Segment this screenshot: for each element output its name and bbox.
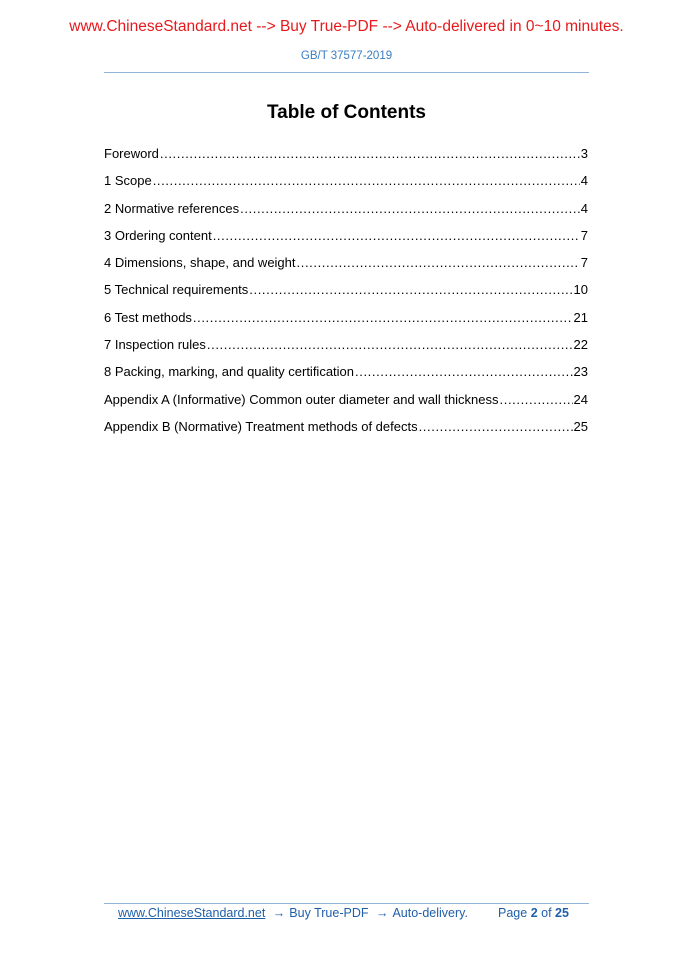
toc-list [104,145,588,445]
toc-entry-label: 4 Dimensions, shape, and weight [104,255,296,271]
toc-title: Table of Contents [266,102,427,123]
toc-entry-page: 7 [580,227,588,243]
toc-dot-leader [240,200,580,218]
toc-entry-label: 5 Technical requirements [104,282,249,298]
toc-entry-page: 7 [580,255,588,271]
toc-entry-inspection-rules[interactable] [104,336,588,363]
toc-dot-leader [297,254,580,272]
toc-dot-leader [213,227,580,245]
toc-entry-scope[interactable] [104,172,588,199]
toc-dot-leader [207,336,573,354]
toc-entry-appendix-a[interactable] [104,391,588,418]
toc-entry-label: Appendix B (Normative) Treatment methods of defects [104,418,418,434]
page-number [498,906,569,920]
toc-entry-page: 23 [573,364,588,380]
page-footer [118,906,584,920]
toc-entry-label: 8 Packing, marking, and quality certification [104,364,355,380]
toc-entry-label: 2 Normative references [104,200,240,216]
toc-dot-leader [419,418,573,436]
toc-entry-normative-references[interactable] [104,200,588,227]
toc-entry-label: 3 Ordering content [104,227,212,243]
toc-dot-leader [500,391,573,409]
header-divider [104,72,589,73]
toc-entry-foreword[interactable] [104,145,588,172]
toc-dot-leader [355,363,573,381]
page-of: of [541,906,552,920]
toc-entry-technical-requirements[interactable] [104,281,588,308]
toc-entry-label: Appendix A (Informative) Common outer diameter and wall thickness [104,391,499,407]
toc-entry-appendix-b[interactable] [104,418,588,445]
page-total: 25 [555,906,569,920]
footer-website-link[interactable]: www.ChineseStandard.net [118,906,266,920]
toc-entry-ordering-content[interactable] [104,227,588,254]
toc-dot-leader [160,145,580,163]
toc-entry-page: 10 [573,282,588,298]
page-word: Page [498,906,528,920]
footer-arrow-icon: → [272,906,286,920]
toc-entry-label: 7 Inspection rules [104,337,206,353]
page-current: 2 [530,906,538,920]
toc-dot-leader [153,172,580,190]
footer-buy-text: Buy True-PDF [289,906,369,920]
toc-entry-label: 6 Test methods [104,309,192,325]
promo-banner[interactable]: www.ChineseStandard.net --> Buy True-PDF --> Auto-delivered in 0~10 minutes. [69,18,624,35]
toc-entry-dimensions[interactable] [104,254,588,281]
toc-entry-page: 22 [573,337,588,353]
standard-code-header: GB/T 37577-2019 [300,50,393,62]
footer-divider [104,903,589,904]
toc-entry-page: 21 [573,309,588,325]
toc-entry-test-methods[interactable] [104,309,588,336]
toc-entry-packing[interactable] [104,363,588,390]
toc-entry-page: 4 [580,200,588,216]
toc-entry-label: Foreword [104,146,159,161]
footer-arrow-icon: → [375,906,389,920]
toc-dot-leader [249,281,572,299]
toc-entry-page: 25 [573,418,588,434]
toc-entry-page: 4 [580,173,588,189]
toc-entry-label: 1 Scope [104,173,152,189]
toc-entry-page: 3 [580,146,588,161]
footer-delivery-text: Auto-delivery. [392,906,468,920]
toc-entry-page: 24 [573,391,588,407]
toc-dot-leader [193,309,573,327]
